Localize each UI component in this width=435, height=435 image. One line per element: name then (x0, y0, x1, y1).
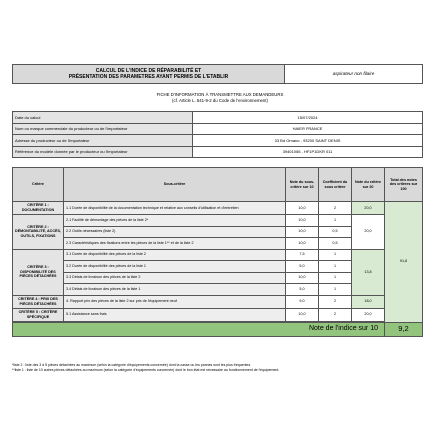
subcriterion-label: 3.1 Durée de disponibilité des pièces de la liste 2 (64, 249, 286, 261)
subcriterion-label: 4. Rapport prix des pièces de la liste 2 sur prix de l'équipement neuf (64, 295, 286, 308)
subcriterion-coef: 0,5 (319, 226, 352, 238)
subcriterion-note: 5,0 (286, 261, 319, 273)
title-line-1: CALCUL DE L'INDICE DE RÉPARABILITÉ ET (95, 68, 202, 74)
info-label: Référence du modèle donnée par le producteur ou l'importateur (13, 146, 193, 158)
subcriterion-note: 10,0 (286, 238, 319, 250)
info-value: HAIER FRANCE (193, 123, 423, 135)
subtitle-line-2: (cf. Article L. 541-9-2 du Code de l'environnement) (172, 97, 268, 103)
document-title (13, 65, 285, 84)
footnote-list-1: **liste 1 : liste de 10 autres pièces détachées au maximum (selon la catégorie d'équipements concernée) dont le bon état est nécessaire au fonctionnement de l'équipement. (12, 367, 280, 372)
subcriterion-coef: 1 (319, 272, 352, 284)
final-score-label: Note de l'indice sur 10 (13, 322, 385, 336)
subcriterion-coef: 1 (319, 249, 352, 261)
subcriterion-coef: 2 (319, 295, 352, 308)
title-line-2: PRÉSENTATION DES PARAMETRES AYANT PERMIS DE L'ETABLIR (68, 74, 229, 80)
info-label: Adresse du producteur ou de l'importateur (13, 135, 193, 147)
final-score-row (13, 322, 423, 336)
final-score-value: 9,2 (385, 322, 423, 336)
info-row (13, 123, 423, 135)
subcriterion-note: 9,0 (286, 295, 319, 308)
header-score: Note du critère sur 20 (352, 168, 385, 202)
subtitle-line-1: FICHE D'INFORMATION À TRANSMETTRE AUX DEMANDEURS (156, 92, 284, 97)
header-total: Total des notes des critères sur 100 (385, 168, 423, 202)
header-note: Note du sous-critère sur 10 (286, 168, 319, 202)
table-row (13, 249, 423, 261)
subcriterion-note: 10,0 (286, 272, 319, 284)
table-row (13, 308, 423, 321)
subcriterion-coef: 0,5 (319, 238, 352, 250)
manufacturer-info-table (12, 111, 423, 158)
criterion-3-label: CRITÈRE 3 : DISPONIBILITÉ DES PIÈCES DÉTACHÉES (13, 249, 64, 295)
subcriterion-note: 10,0 (286, 215, 319, 227)
subcriterion-label: 2.2 Outils nécessaires (liste 2) (64, 226, 286, 238)
table-row (13, 215, 423, 227)
header-subcriteria: Sous-critère (64, 168, 286, 202)
subcriterion-coef: 1 (319, 261, 352, 273)
subcriterion-note: 5,0 (286, 284, 319, 296)
criterion-5-score: 20,0 (352, 308, 385, 321)
criterion-1-label: CRITÈRE 1 : DOCUMENTATION (13, 202, 64, 215)
subcriterion-note: 7,5 (286, 249, 319, 261)
table-row (13, 295, 423, 308)
subcriterion-coef: 2 (319, 202, 352, 215)
header-table (12, 64, 423, 84)
info-row (13, 135, 423, 147)
table-header-row (13, 168, 423, 202)
criterion-3-score: 13,8 (352, 249, 385, 295)
subcriterion-coef: 1 (319, 215, 352, 227)
subcriterion-label: 5.1 Assistance sans frais (64, 308, 286, 321)
subcriterion-coef: 2 (319, 308, 352, 321)
info-row (13, 112, 423, 124)
subcriterion-label: 3.2 Durée de disponibilité des pièces de la liste 1 (64, 261, 286, 273)
subcriterion-coef: 1 (319, 284, 352, 296)
footnotes (12, 363, 427, 372)
header-coef: Coefficient du sous critère (319, 168, 352, 202)
info-label: Nom ou marque commerciale du producteur ou de l'importateur (13, 123, 193, 135)
subcriterion-label: 2.3 Caractéristiques des fixations entre les pièces de la liste 1** et de la liste 2 (64, 238, 286, 250)
criterion-5-label: CRITÈRE 5 : CRITÈRE SPÉCIFIQUE (13, 308, 64, 321)
repairability-score-table (12, 167, 423, 337)
info-label: Date du calcul (13, 112, 193, 124)
subcriterion-label: 1.1 Durée de disponibilité de la documentation technique et relative aux conseils d'utilisation et d'entretien (64, 202, 286, 215)
header-criteria: Critère (13, 168, 64, 202)
criterion-2-score: 20,0 (352, 215, 385, 250)
footnote-list-2: *liste 2 : liste des 3 à 5 pièces détachées au maximum (selon la catégorie d'équipements concernée) dont la casse ou les pannes sont les plus fréquentes (12, 363, 251, 367)
info-value: 33 Bd Ornano - 93200 SAINT DENIS (193, 135, 423, 147)
total-score: 91,8 (385, 202, 423, 323)
table-row (13, 202, 423, 215)
criterion-4-label: CRITÈRE 4 : PRIX DES PIÈCES DÉTACHÉES (13, 295, 64, 308)
criterion-2-label: CRITÈRE 2 : DÉMONTABILITÉ, ACCÈS, OUTILS, FIXATIONS (13, 215, 64, 250)
criterion-1-score: 20,0 (352, 202, 385, 215)
info-value: 15/07/2024 (193, 112, 423, 124)
subcriterion-label: 2.1 Facilité de démontage des pièces de la liste 2* (64, 215, 286, 227)
product-type: aspirateur non filaire (285, 65, 423, 84)
subcriterion-label: 3.3 Délais de livraison des pièces de la liste 2 (64, 272, 286, 284)
subcriterion-note: 10,0 (286, 308, 319, 321)
subcriterion-label: 3.4 Délais de livraison des pièces de la liste 1 (64, 284, 286, 296)
info-sheet-subtitle (60, 92, 380, 103)
info-row (13, 146, 423, 158)
subcriterion-note: 10,0 (286, 202, 319, 215)
info-value: 39401056 - HF1P1DKR 011 (193, 146, 423, 158)
subcriterion-note: 10,0 (286, 226, 319, 238)
criterion-4-score: 18,0 (352, 295, 385, 308)
